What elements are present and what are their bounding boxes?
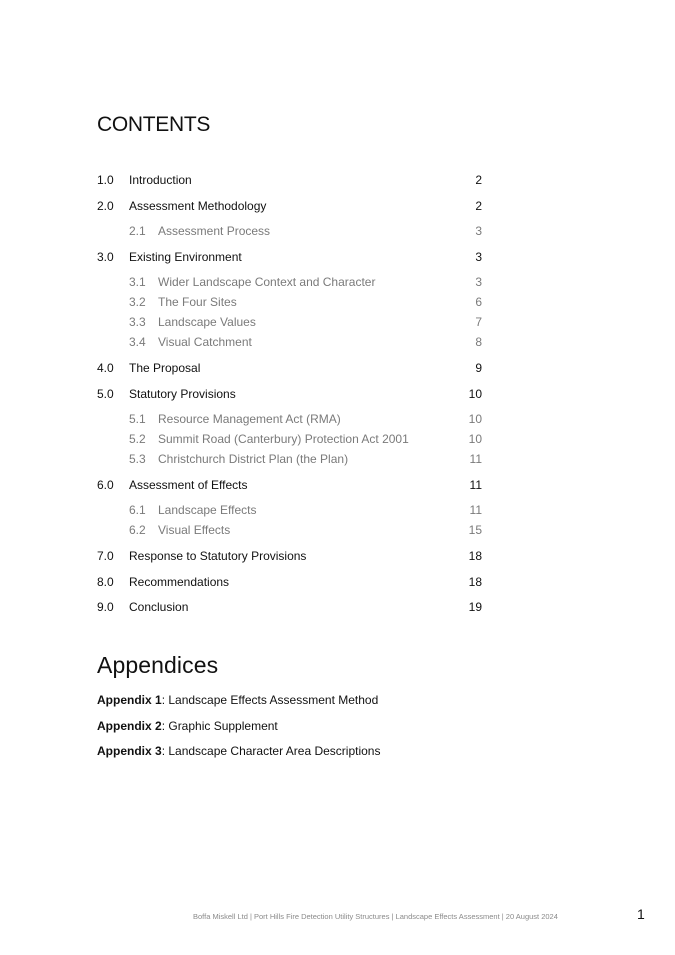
toc-page: 3: [475, 275, 482, 290]
toc-section-row[interactable]: [97, 597, 482, 617]
toc-page: 19: [468, 600, 482, 615]
page-title: CONTENTS: [97, 113, 211, 136]
toc-label: Landscape Effects: [158, 503, 257, 518]
toc-num: 1.0: [97, 173, 114, 187]
toc-page: 15: [468, 523, 482, 538]
toc-page: 10: [468, 432, 482, 447]
toc-page: 10: [468, 412, 482, 427]
toc-num: 5.1: [129, 412, 146, 427]
toc-num: 5.2: [129, 432, 146, 447]
toc-label: Existing Environment: [129, 249, 242, 264]
toc-label: Christchurch District Plan (the Plan): [158, 452, 349, 467]
toc-subsection-row[interactable]: [97, 332, 482, 352]
toc-section-row[interactable]: [97, 572, 482, 592]
page-number: 1: [637, 906, 645, 922]
toc-label: Conclusion: [129, 600, 189, 615]
appendix-title: : Graphic Supplement: [161, 718, 278, 733]
toc-page: 3: [475, 224, 482, 239]
toc-num: 6.1: [129, 503, 146, 518]
toc-subsection-row[interactable]: [97, 520, 482, 540]
toc-label: Landscape Values: [158, 315, 256, 330]
toc-num: 2.0: [97, 198, 114, 213]
toc-section-row[interactable]: [97, 475, 482, 495]
toc-page: 9: [475, 361, 482, 375]
toc-label: The Four Sites: [158, 295, 237, 310]
appendix-label: Appendix 1: [97, 693, 162, 707]
page-footer: Boffa Miskell Ltd | Port Hills Fire Detection Utility Structures | Landscape Effects Assessment | 20 August 2024: [193, 912, 558, 921]
toc-page: 11: [469, 452, 482, 467]
appendix-item[interactable]: [97, 741, 380, 761]
toc-page: 3: [475, 249, 482, 264]
toc-num: 2.1: [129, 224, 146, 239]
toc-num: 3.2: [129, 295, 146, 310]
toc-num: 8.0: [97, 574, 114, 589]
toc-page: 8: [475, 335, 482, 350]
toc-page: 11: [469, 477, 482, 492]
toc-page: 18: [468, 574, 482, 589]
toc-num: 9.0: [97, 600, 114, 615]
toc-section-row[interactable]: [97, 546, 482, 566]
toc-num: 6.2: [129, 523, 146, 538]
toc-page: 10: [468, 386, 482, 401]
toc-label: Visual Effects: [158, 523, 231, 538]
toc-label: Assessment Process: [158, 224, 271, 239]
appendix-item[interactable]: [97, 716, 380, 736]
toc-subsection-row[interactable]: [97, 500, 482, 520]
appendix-list: [97, 690, 380, 767]
toc-label: Assessment Methodology: [129, 198, 267, 213]
toc-label: Recommendations: [129, 574, 230, 589]
toc-label: Introduction: [129, 173, 192, 187]
toc-page: 2: [475, 198, 482, 213]
toc-page: 18: [468, 549, 482, 563]
toc-section-row[interactable]: [97, 384, 482, 404]
toc-section-row[interactable]: [97, 358, 482, 378]
toc-num: 3.3: [129, 315, 146, 330]
toc-label: Response to Statutory Provisions: [129, 549, 307, 563]
toc-num: 6.0: [97, 477, 114, 492]
toc-label: Summit Road (Canterbury) Protection Act 2001: [158, 432, 409, 447]
toc-subsection-row[interactable]: [97, 429, 482, 449]
toc-page: 11: [469, 503, 482, 518]
toc-page: 2: [475, 173, 482, 187]
toc-label: Assessment of Effects: [129, 477, 248, 492]
toc-label: Wider Landscape Context and Character: [158, 275, 376, 290]
toc-section-row[interactable]: [97, 247, 482, 267]
appendix-label: Appendix 2: [97, 718, 162, 733]
toc-section-row[interactable]: [97, 196, 482, 216]
appendix-label: Appendix 3: [97, 744, 162, 759]
toc-num: 5.0: [97, 386, 114, 401]
appendices-heading: Appendices: [97, 652, 219, 678]
toc-num: 3.0: [97, 249, 114, 264]
appendix-item[interactable]: [97, 690, 380, 710]
appendix-title: : Landscape Character Area Descriptions: [161, 744, 381, 759]
toc-subsection-row[interactable]: [97, 409, 482, 429]
toc-label: Statutory Provisions: [129, 386, 236, 401]
toc-label: The Proposal: [129, 361, 201, 375]
toc-label: Visual Catchment: [158, 335, 252, 350]
toc-num: 5.3: [129, 452, 146, 467]
toc-subsection-row[interactable]: [97, 292, 482, 312]
toc-label: Resource Management Act (RMA): [158, 412, 341, 427]
toc-num: 3.1: [129, 275, 146, 290]
toc-subsection-row[interactable]: [97, 272, 482, 292]
toc-subsection-row[interactable]: [97, 221, 482, 241]
toc-num: 4.0: [97, 361, 114, 375]
toc-subsection-row[interactable]: [97, 312, 482, 332]
appendix-title: : Landscape Effects Assessment Method: [161, 693, 379, 707]
toc-num: 3.4: [129, 335, 146, 350]
toc-page: 7: [475, 315, 482, 330]
toc-section-row[interactable]: [97, 170, 482, 190]
toc-num: 7.0: [97, 549, 114, 563]
toc-page: 6: [475, 295, 482, 310]
toc-subsection-row[interactable]: [97, 449, 482, 469]
